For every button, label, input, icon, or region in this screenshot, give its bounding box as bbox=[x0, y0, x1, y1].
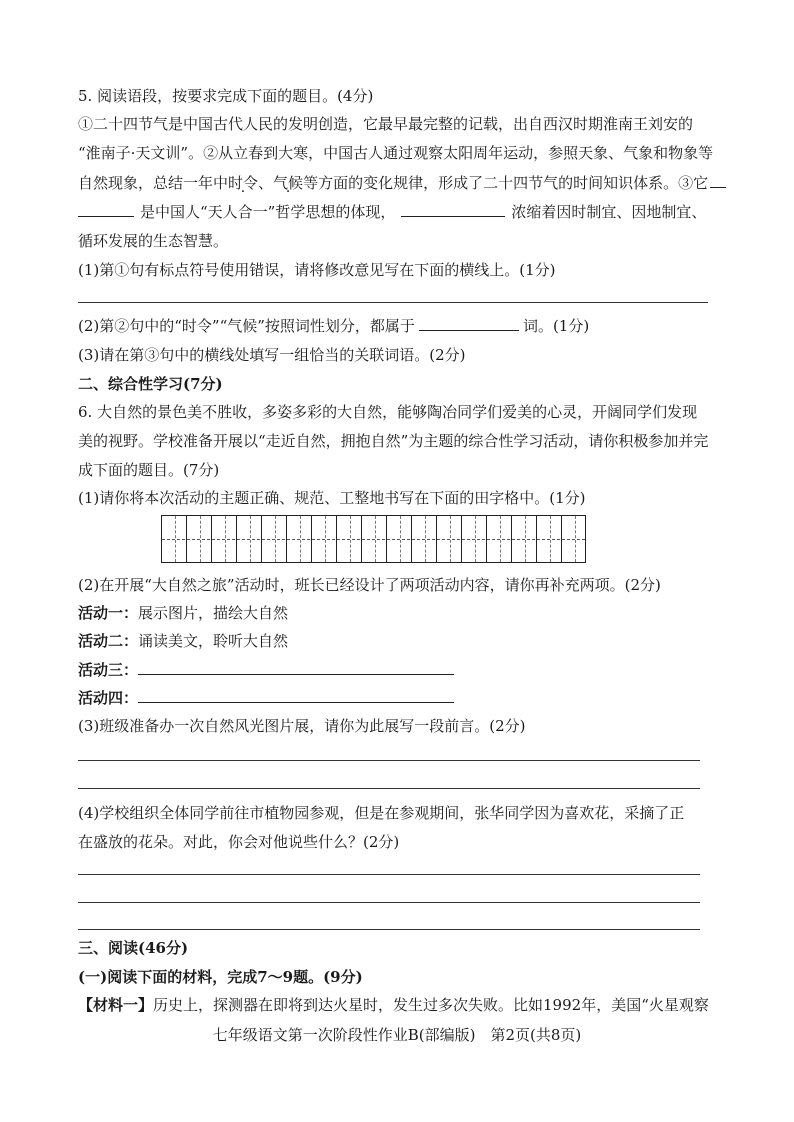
q6-sub2: (2)在开展“大自然之旅”活动时，班长已经设计了两项活动内容，请你再补充两项。(2分) bbox=[78, 576, 661, 594]
q6-sub4-line: (4)学校组织全体同学前往市植物园参观，但是在参观期间，张华同学因为喜欢花，采摘了正 bbox=[78, 804, 685, 822]
grid-cell-midline bbox=[200, 516, 201, 562]
grid-cell-midline bbox=[375, 516, 376, 562]
q5-sub3: (3)请在第③句中的横线处填写一组恰当的关联词语。(2分) bbox=[78, 346, 466, 364]
grid-cell-midline bbox=[550, 516, 551, 562]
answer-line[interactable] bbox=[78, 760, 700, 761]
q5-passage-line bbox=[78, 173, 726, 193]
material-1 bbox=[78, 995, 709, 1015]
answer-blank[interactable] bbox=[138, 688, 454, 703]
q6-line: 成下面的题目。(7分) bbox=[78, 461, 220, 479]
answer-line[interactable] bbox=[78, 874, 700, 875]
grid-cell-midline bbox=[525, 516, 526, 562]
grid-cell-midline bbox=[225, 516, 226, 562]
passage-text: 、 bbox=[258, 174, 274, 192]
answer-blank[interactable] bbox=[138, 660, 454, 675]
activity-text: 诵读美文，聆听大自然 bbox=[138, 632, 289, 650]
passage-text: 浓缩着因时制宜、因地制宜、 bbox=[511, 203, 707, 221]
activity-label: 活动一： bbox=[78, 604, 139, 622]
page-footer: 七年级语文第一次阶段性作业B(部编版) 第2页(共8页) bbox=[212, 1026, 582, 1044]
tianzige-grid[interactable] bbox=[161, 515, 586, 563]
q6-sub4-line: 在盛放的花朵。对此，你会对他说些什么？(2分) bbox=[78, 833, 400, 851]
passage-text: 等方面的变化规律，形成了二十四节气的时间知识体系。③它 bbox=[303, 174, 709, 192]
q6-sub1: (1)请你将本次活动的主题正确、规范、工整地书写在下面的田字格中。(1分) bbox=[78, 489, 586, 507]
q5-passage-line: “淮南子·天文训”。②从立春到大寒，中国古人通过观察太阳周年运动，参照天象、气象和物象等 bbox=[78, 144, 714, 162]
answer-line[interactable] bbox=[78, 902, 700, 903]
passage-text: 是中国人“天人合一”哲学思想的体现， bbox=[140, 203, 396, 221]
q6-sub3: (3)班级准备办一次自然风光图片展，请你为此展写一段前言。(2分) bbox=[78, 717, 526, 735]
grid-cell-midline bbox=[300, 516, 301, 562]
activity-4 bbox=[78, 688, 454, 708]
q5-passage-line: 循环发展的生态智慧。 bbox=[78, 232, 229, 250]
grid-cell-midline bbox=[250, 516, 251, 562]
answer-blank[interactable] bbox=[78, 202, 134, 217]
material-text: 历史上，探测器在即将到达火星时，发生过多次失败。比如1992年，美国“火星观察 bbox=[153, 996, 709, 1014]
activity-label: 活动二： bbox=[78, 632, 139, 650]
activity-1 bbox=[78, 603, 288, 623]
q5-sub2 bbox=[78, 316, 589, 336]
section-heading: 二、综合性学习(7分) bbox=[78, 375, 223, 393]
grid-cell-midline bbox=[175, 516, 176, 562]
activity-3 bbox=[78, 660, 454, 680]
grid-cell-midline bbox=[475, 516, 476, 562]
q6-line: 6. 大自然的景色美不胜收，多姿多彩的大自然，能够陶冶同学们爱美的心灵，开阔同学们发现 bbox=[78, 403, 698, 421]
dotted-word: 时令 bbox=[228, 174, 259, 192]
question-text: (2)第②句中的“时令”“气候”按照词性划分，都属于 bbox=[78, 317, 415, 335]
grid-cell-midline bbox=[500, 516, 501, 562]
activity-2 bbox=[78, 631, 288, 651]
reading-part-title: (一)阅读下面的材料，完成7～9题。(9分) bbox=[78, 968, 363, 986]
grid-cell-midline bbox=[575, 516, 576, 562]
grid-cell-midline bbox=[450, 516, 451, 562]
answer-line[interactable] bbox=[78, 788, 700, 789]
q5-passage-line bbox=[78, 202, 706, 222]
activity-label: 活动四： bbox=[78, 689, 139, 707]
grid-cell-midline bbox=[400, 516, 401, 562]
q6-line: 美的视野。学校准备开展以“走近自然，拥抱自然”为主题的综合性学习活动，请你积极参加并完 bbox=[78, 432, 709, 450]
answer-line[interactable] bbox=[78, 929, 700, 930]
answer-line[interactable] bbox=[78, 302, 708, 303]
grid-cell-midline bbox=[325, 516, 326, 562]
activity-label: 活动三： bbox=[78, 661, 139, 679]
grid-cell-midline bbox=[350, 516, 351, 562]
grid-cell-midline bbox=[425, 516, 426, 562]
material-label: 【材料一】 bbox=[78, 996, 154, 1014]
q5-passage-line: ①二十四节气是中国古代人民的发明创造，它最早最完整的记载，出自西汉时期淮南王刘安的 bbox=[78, 115, 694, 133]
dotted-word: 气候 bbox=[273, 174, 304, 192]
q5-sub1: (1)第①句有标点符号使用错误，请将修改意见写在下面的横线上。(1分) bbox=[78, 261, 556, 279]
passage-text: 自然现象，总结一年中 bbox=[78, 174, 229, 192]
grid-cell-midline bbox=[275, 516, 276, 562]
answer-blank[interactable] bbox=[401, 202, 505, 217]
answer-blank[interactable] bbox=[710, 173, 726, 188]
question-text: 词。(1分) bbox=[522, 317, 590, 335]
q5-title: 5. 阅读语段，按要求完成下面的题目。(4分) bbox=[78, 87, 374, 105]
answer-blank[interactable] bbox=[419, 316, 519, 331]
activity-text: 展示图片，描绘大自然 bbox=[138, 604, 289, 622]
section-heading: 三、阅读(46分) bbox=[78, 939, 189, 957]
